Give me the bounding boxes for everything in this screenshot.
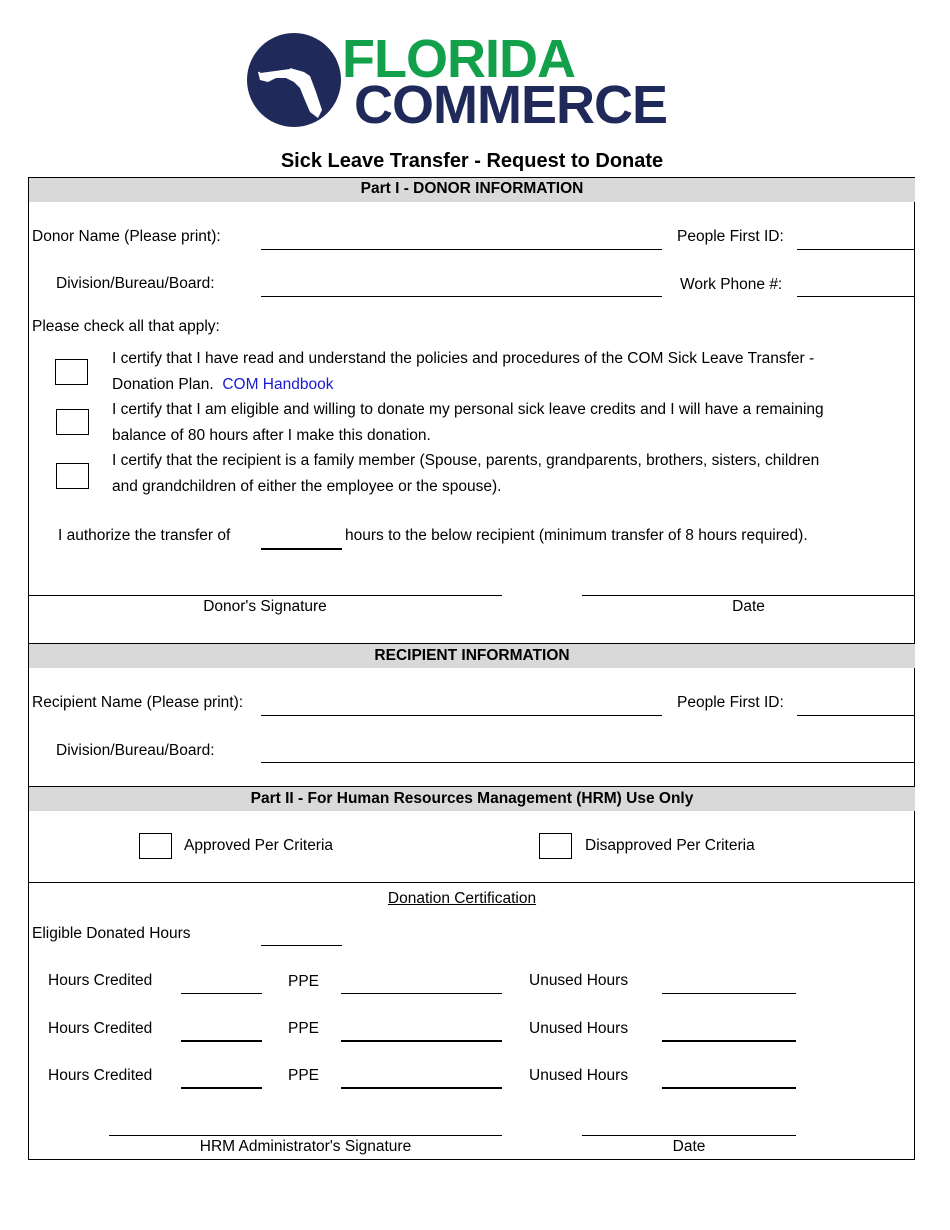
hours-credited-field-2[interactable]: [181, 1040, 262, 1042]
logo-text-commerce: COMMERCE: [354, 75, 667, 135]
eligible-hours-label: Eligible Donated Hours: [32, 925, 191, 942]
donor-name-label: Donor Name (Please print):: [32, 228, 221, 245]
cert2-checkbox[interactable]: [56, 409, 89, 435]
cert3-text-line1: I certify that the recipient is a family member (Spouse, parents, grandparents, brothers, sisters, children: [112, 452, 820, 469]
florida-map-icon: [246, 32, 342, 128]
donor-date-field[interactable]: [582, 595, 915, 596]
hours-credited-field-3[interactable]: [181, 1087, 262, 1089]
hrm-date-field[interactable]: [582, 1135, 796, 1136]
approved-label: Approved Per Criteria: [184, 837, 334, 854]
unused-hours-field-2[interactable]: [662, 1040, 796, 1042]
work-phone-field[interactable]: [797, 296, 915, 297]
hrm-signature-label: HRM Administrator's Signature: [199, 1138, 412, 1155]
page-title: Sick Leave Transfer - Request to Donate: [280, 150, 664, 172]
transfer-hours-field[interactable]: [261, 548, 342, 550]
eligible-hours-field[interactable]: [261, 945, 342, 946]
part1-header: Part I - DONOR INFORMATION: [29, 178, 915, 202]
recipient-name-field[interactable]: [261, 715, 662, 716]
cert1-checkbox[interactable]: [55, 359, 88, 385]
part2-header: Part II - For Human Resources Management (HRM) Use Only: [29, 787, 915, 811]
cert1-text-line1: I certify that I have read and understand the policies and procedures of the COM Sick Leave Transfer -: [112, 350, 815, 367]
frame-right: [914, 177, 915, 1160]
recipient-name-label: Recipient Name (Please print):: [32, 694, 244, 711]
approved-checkbox[interactable]: [139, 833, 172, 859]
recipient-division-label: Division/Bureau/Board:: [56, 742, 215, 759]
recipient-division-field[interactable]: [261, 762, 915, 763]
donor-signature-label: Donor's Signature: [203, 598, 327, 615]
unused-hours-field-3[interactable]: [662, 1087, 796, 1089]
cert2-text-line2: balance of 80 hours after I make this donation.: [112, 427, 431, 444]
donor-date-label: Date: [732, 598, 765, 615]
recipient-header: RECIPIENT INFORMATION: [29, 644, 915, 668]
cert1-text: Donation Plan.: [112, 376, 214, 393]
hours-credited-field-1[interactable]: [181, 993, 262, 994]
ppe-field-2[interactable]: [341, 1040, 502, 1042]
recipient-people-first-field[interactable]: [797, 715, 915, 716]
hours-credited-label-1: Hours Credited: [48, 972, 153, 989]
disapproved-label: Disapproved Per Criteria: [585, 837, 755, 854]
ppe-field-1[interactable]: [341, 993, 502, 994]
donor-name-field[interactable]: [261, 249, 662, 250]
unused-hours-label-3: Unused Hours: [529, 1067, 629, 1084]
check-all-label: Please check all that apply:: [32, 318, 220, 335]
hrm-date-label: Date: [672, 1138, 706, 1155]
recipient-people-first-label: People First ID:: [677, 694, 784, 711]
people-first-id-label: People First ID:: [677, 228, 784, 245]
ppe-field-3[interactable]: [341, 1087, 502, 1089]
donation-certification-title: Donation Certification: [387, 890, 537, 907]
frame-left: [28, 177, 29, 1160]
cert3-text-line2: and grandchildren of either the employee or the spouse).: [112, 478, 502, 495]
unused-hours-label-1: Unused Hours: [529, 972, 629, 989]
disapproved-checkbox[interactable]: [539, 833, 572, 859]
authorize-text-post: hours to the below recipient (minimum transfer of 8 hours required).: [345, 527, 808, 544]
work-phone-label: Work Phone #:: [680, 276, 783, 293]
ppe-label-3: PPE: [288, 1067, 320, 1084]
ppe-label-1: PPE: [288, 973, 320, 990]
cert2-text-line1: I certify that I am eligible and willing to donate my personal sick leave credits and I will have a remaining: [112, 401, 824, 418]
hours-credited-label-2: Hours Credited: [48, 1020, 153, 1037]
hours-credited-label-3: Hours Credited: [48, 1067, 153, 1084]
ppe-label-2: PPE: [288, 1020, 320, 1037]
com-handbook-link[interactable]: COM Handbook: [222, 376, 334, 393]
unused-hours-label-2: Unused Hours: [529, 1020, 629, 1037]
division-label: Division/Bureau/Board:: [56, 275, 215, 292]
frame-bottom: [28, 1159, 915, 1160]
logo: [246, 29, 706, 135]
authorize-text-pre: I authorize the transfer of: [58, 527, 231, 544]
division-field[interactable]: [261, 296, 662, 297]
section-divider-3: [28, 882, 915, 883]
unused-hours-field-1[interactable]: [662, 993, 796, 994]
hrm-signature-field[interactable]: [109, 1135, 502, 1136]
cert1-text-line2: [112, 376, 333, 394]
logo-text-florida: FLORIDA: [342, 29, 575, 89]
people-first-id-field[interactable]: [797, 249, 915, 250]
donor-signature-field[interactable]: [28, 595, 502, 596]
cert3-checkbox[interactable]: [56, 463, 89, 489]
